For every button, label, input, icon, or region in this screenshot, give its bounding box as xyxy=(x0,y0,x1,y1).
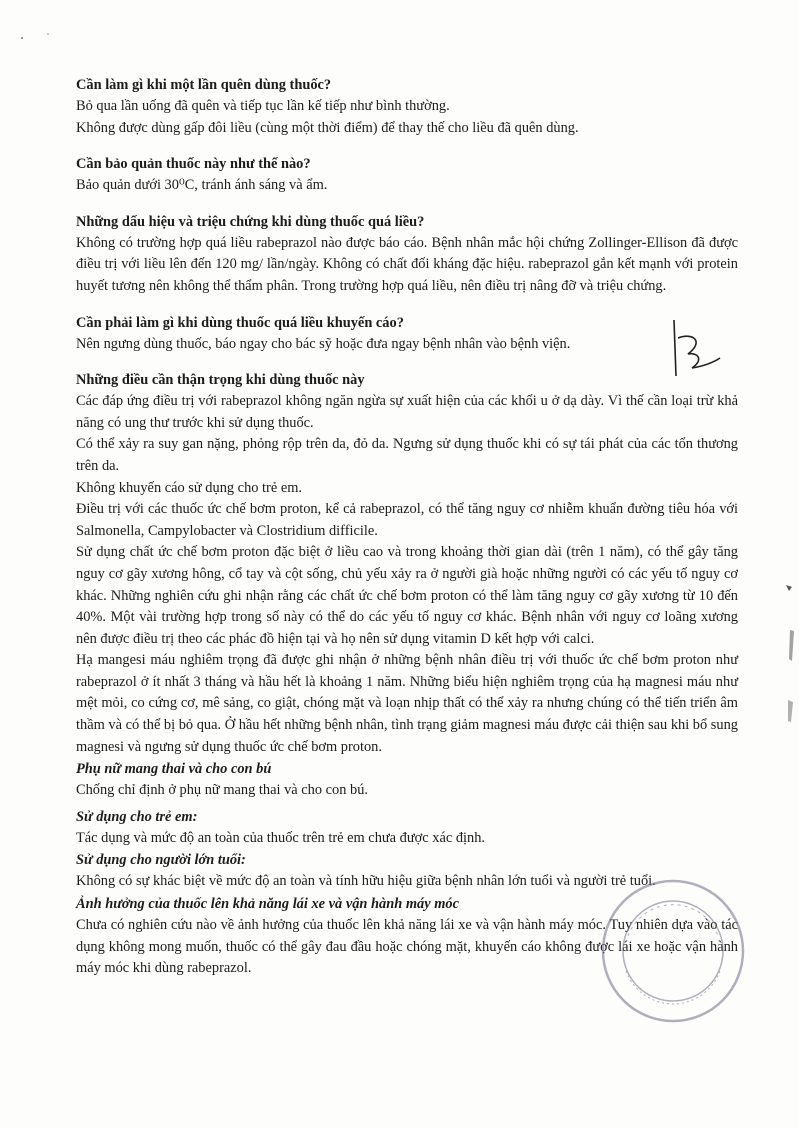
section-heading-elderly: Sử dụng cho người lớn tuổi: xyxy=(76,852,246,869)
paragraph: Sử dụng chất ức chế bơm proton đặc biệt ở liều cao và trong khoảng thời gian dài (trên 1 năm), có thể gây tăng nguy cơ gãy xương hông, cổ tay và cột sống, chủ yếu xảy ra ở người già hoặc những người có các yếu tố nguy cơ khác. Những nghiên cứu ghi nhận rằng các chất ức chế bơm proton có thể làm tăng nguy cơ gãy xương từ 10 đến 40%. Một vài trường hợp trong số này có thể do các yếu tố nguy cơ khác. Bệnh nhân với nguy cơ loãng xương nên được điều trị theo các phác đồ hiện tại và họ nên sử dụng vitamin D kết hợp với calci. xyxy=(76,544,738,647)
paragraph: Bảo quản dưới 30⁰C, tránh ánh sáng và ẩm. xyxy=(76,177,328,194)
signature-mark xyxy=(664,318,724,382)
paragraph: Nên ngưng dùng thuốc, báo ngay cho bác sỹ hoặc đưa ngay bệnh nhân vào bệnh viện. xyxy=(76,335,571,352)
section-heading-overdose-signs: Những dấu hiệu và triệu chứng khi dùng thuốc quá liều? xyxy=(76,213,425,230)
section-heading-children: Sử dụng cho trẻ em: xyxy=(76,808,198,825)
document-body xyxy=(76,74,738,980)
paragraph: Không có sự khác biệt về mức độ an toàn và tính hữu hiệu giữa bệnh nhân lớn tuổi và người trẻ tuổi. xyxy=(76,873,656,890)
paragraph: Bỏ qua lần uống đã quên và tiếp tục lần kế tiếp như bình thường. xyxy=(76,98,450,114)
paragraph: Tác dụng và mức độ an toàn của thuốc trên trẻ em chưa được xác định. xyxy=(76,829,486,846)
section-heading-pregnancy: Phụ nữ mang thai và cho con bú xyxy=(76,761,272,778)
section-heading-overdose-action: Cần phải làm gì khi dùng thuốc quá liều khuyến cáo? xyxy=(76,314,404,331)
section-heading-storage: Cần bảo quản thuốc này như thế nào? xyxy=(76,156,311,173)
paragraph: Chống chỉ định ở phụ nữ mang thai và cho con bú. xyxy=(76,782,368,799)
paragraph: Có thể xảy ra suy gan nặng, phỏng rộp trên da, đỏ da. Ngưng sử dụng thuốc khi có sự tái phát của các tổn thương trên da. xyxy=(76,436,738,474)
paragraph: Các đáp ứng điều trị với rabeprazol không ngăn ngừa sự xuất hiện của các khối u ở dạ dày. Vì thế cần loại trừ khả năng có ung thư trước khi sử dụng thuốc. xyxy=(76,393,738,431)
section-heading-driving: Ảnh hưởng của thuốc lên khả năng lái xe và vận hành máy móc xyxy=(76,896,459,913)
official-stamp xyxy=(598,876,748,1026)
paragraph: Không khuyến cáo sử dụng cho trẻ em. xyxy=(76,479,303,496)
paragraph: Không được dùng gấp đôi liều (cùng một thời điểm) để thay thế cho liều đã quên dùng. xyxy=(76,119,579,136)
paragraph: Hạ mangesi máu nghiêm trọng đã được ghi nhận ở những bệnh nhân điều trị với thuốc ức chế bơm proton như rabeprazol ở ít nhất 3 tháng và hầu hết là khoảng 1 năm. Những biểu hiện nghiêm trọng của hạ magnesi máu như mệt mỏi, co cứng cơ, mê sảng, co giật, chóng mặt và loạn nhịp thất có thể xảy ra nhưng chúng có thể tiến triển âm thầm và có thể bị bỏ qua. Ở hầu hết những bệnh nhân, tình trạng giảm magnesi máu được cải thiện sau khi bổ sung magnesi và ngưng sử dụng thuốc ức chế bơm proton. xyxy=(76,652,738,755)
paragraph: Chưa có nghiên cứu nào về ảnh hưởng của thuốc lên khả năng lái xe và vận hành máy móc. Tuy nhiên dựa vào tác dụng không mong muốn, thuốc có thể gây đau đầu hoặc chóng mặt, khuyến cáo không được lái xe hoặc vận hành máy móc khi dùng rabeprazol. xyxy=(76,917,738,977)
paragraph: Không có trường hợp quá liều rabeprazol nào được báo cáo. Bệnh nhân mắc hội chứng Zollinger-Ellison đã được điều trị với liều lên đến 120 mg/ lần/ngày. Không có chất đối kháng đặc hiệu. rabeprazol gắn kết mạnh với protein huyết tương nên không thể thẩm phân. Trong trường hợp quá liều, nên điều trị nâng đỡ và triệu chứng. xyxy=(76,234,738,294)
section-heading-missed-dose: Cần làm gì khi một lần quên dùng thuốc? xyxy=(76,77,332,93)
section-heading-precautions: Những điều cần thận trọng khi dùng thuốc này xyxy=(76,372,365,389)
paragraph: Điều trị với các thuốc ức chế bơm proton, kể cả rabeprazol, có thể tăng nguy cơ nhiễm khuẩn đường tiêu hóa với Salmonella, Campylobacter và Clostridium difficile. xyxy=(76,501,738,539)
